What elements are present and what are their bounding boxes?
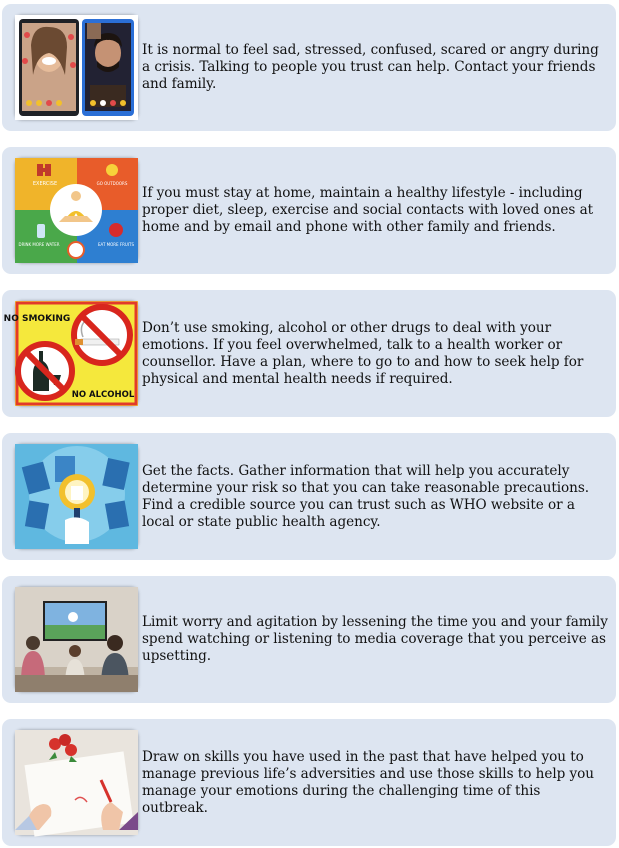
tip-card-3 bbox=[2, 290, 616, 417]
magnifier-documents-icon bbox=[15, 444, 138, 549]
tip-card-5 bbox=[2, 576, 616, 703]
image-label-no-alcohol: NO ALCOHOL bbox=[71, 390, 135, 400]
video-call-icon bbox=[15, 15, 138, 120]
family-watching-tv-icon bbox=[15, 587, 138, 692]
tip-card-4 bbox=[2, 433, 616, 560]
image-label-exercise: EXERCISE bbox=[32, 181, 58, 187]
tip-card-1 bbox=[2, 4, 616, 131]
image-label-drink-water: DRINK MORE WATER bbox=[18, 242, 60, 247]
tip-text: Draw on skills you have used in the past that have helped you to manage previous life’s adversities and use those skills to help you manage your emotions during the challenging time of this outbreak. bbox=[142, 748, 595, 816]
image-label-go-outdoors: GO OUTDOORS bbox=[96, 181, 128, 186]
tip-text: Don’t use smoking, alcohol or other drugs to deal with your emotions. If you feel overwhelmed, talk to a health worker or counsellor. Have a plan, where to go to and how to seek help for physical and mental health needs if required. bbox=[142, 319, 584, 387]
image-label-no-smoking: NO SMOKING bbox=[3, 314, 71, 324]
drawing-hands-icon bbox=[15, 730, 138, 835]
tip-card-6 bbox=[2, 719, 616, 846]
tip-text: It is normal to feel sad, stressed, confused, scared or angry during a crisis. Talking to people you trust can help. Contact your friends and family. bbox=[142, 42, 599, 92]
tip-text: If you must stay at home, maintain a healthy lifestyle - including proper diet, sleep, exercise and social contacts with loved ones at home and by email and phone with other family and friends. bbox=[142, 185, 594, 235]
no-smoking-no-alcohol-icon bbox=[3, 301, 138, 406]
tip-card-2 bbox=[2, 147, 616, 274]
tip-text: Limit worry and agitation by lessening the time you and your family spend watching or listening to media coverage that you perceive as upsetting. bbox=[142, 614, 608, 664]
healthy-lifestyle-icon bbox=[15, 158, 138, 263]
tip-text: Get the facts. Gather information that will help you accurately determine your risk so that you can take reasonable precautions. Find a credible source you can trust such as WHO website or a local or state public health agency. bbox=[142, 462, 590, 530]
image-label-eat-fruits: EAT MORE FRUITS bbox=[97, 242, 135, 247]
